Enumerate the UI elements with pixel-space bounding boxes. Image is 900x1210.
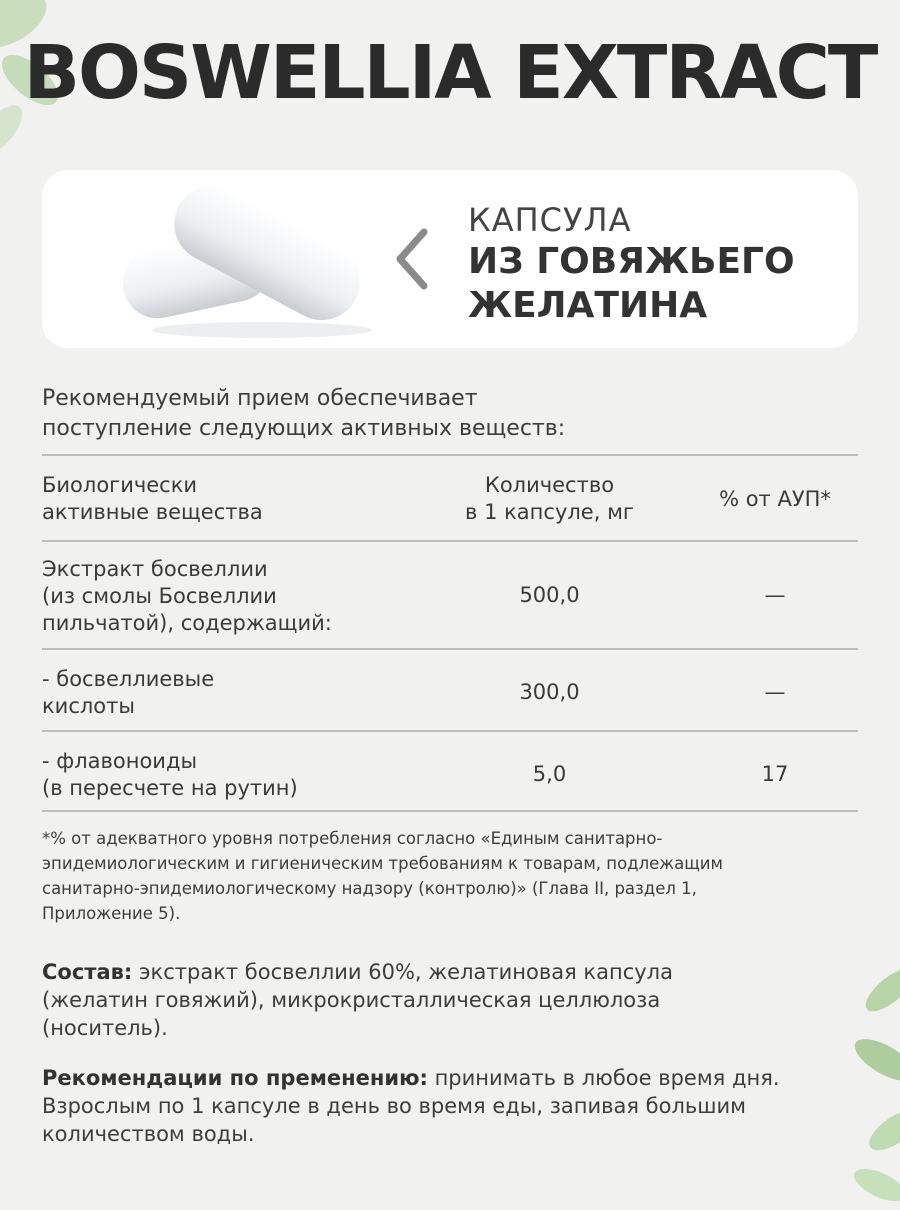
capsules-image [122, 170, 422, 348]
capsule-material-line2: ЖЕЛАТИНА [468, 285, 708, 326]
product-title: BOSWELLIA EXTRACT [23, 30, 877, 116]
capsule-label: КАПСУЛА [468, 201, 632, 239]
capsule-description [468, 200, 795, 328]
substance-percent: — [764, 680, 786, 704]
composition-paragraph: Состав: экстракт босвеллии 60%, желатиновая капсула (желатин говяжий), микрокристаллическая целлюлоза (носитель). [42, 960, 673, 1040]
substance-percent: 17 [761, 762, 789, 786]
substance-amount: 500,0 [519, 583, 580, 607]
substance-name: - флавоноиды (в пересчете на рутин) [42, 749, 298, 800]
header-percent: % от АУП* [719, 487, 831, 511]
intro-text: Рекомендуемый прием обеспечивает поступление следующих активных веществ: [42, 386, 566, 441]
table-row [42, 540, 858, 648]
substance-name: - босвеллиевые кислоты [42, 667, 215, 718]
table-header-row [42, 454, 858, 540]
recommendation-paragraph: Рекомендации по пременению: принимать в любое время дня. Взрослым по 1 капсуле в день во время еды, запивая большим количеством воды. [42, 1066, 780, 1146]
table-row [42, 648, 858, 730]
active-substances-table [42, 454, 858, 812]
capsule-info-card [42, 170, 858, 348]
substance-percent: — [764, 583, 786, 607]
header-amount: Количество в 1 капсуле, мг [465, 473, 634, 524]
substance-name: Экстракт босвеллии (из смолы Босвеллии пильчатой), содержащий: [42, 557, 332, 635]
substance-amount: 300,0 [519, 680, 580, 704]
chevron-left-icon [392, 228, 432, 290]
header-substance: Биологически активные вещества [42, 473, 263, 524]
composition-label: Состав: [42, 960, 133, 984]
footnote: *% от адекватного уровня потребления согласно «Единым санитарно- эпидемиологическим и гигиеническим требованиям к товарам, подлежащим санитарно-эпидемиологическому надзору (контролю)» (Глава II, раздел 1, Приложение 5). [42, 829, 723, 923]
table-row [42, 730, 858, 812]
capsule-material-line1: ИЗ ГОВЯЖЬЕГО [468, 241, 795, 282]
substance-amount: 5,0 [532, 762, 567, 786]
recommendation-label: Рекомендации по пременению: [42, 1066, 428, 1090]
